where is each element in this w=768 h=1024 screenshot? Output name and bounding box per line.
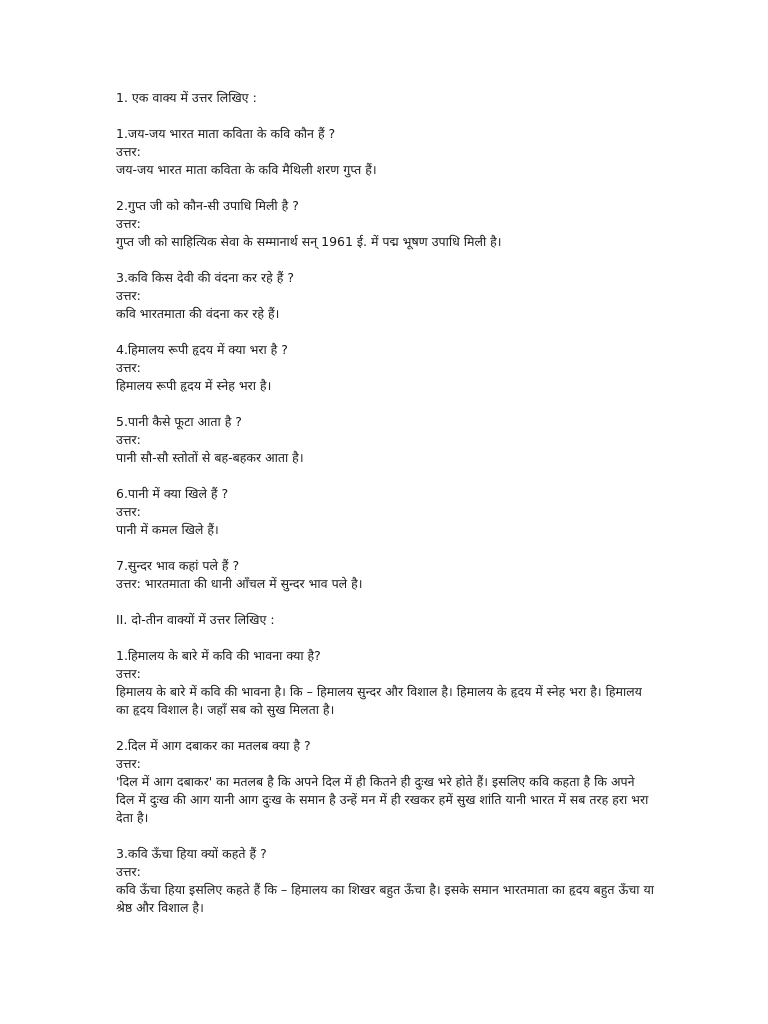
answer-label: उत्तर: xyxy=(116,666,141,681)
question: 7.सुन्दर भाव कहां पले हैं ? xyxy=(116,558,240,573)
answer: पानी सौ-सौ स्तोतों से बह-बहकर आता है। xyxy=(116,450,304,465)
qa-item-1-1 xyxy=(116,125,656,179)
question: 4.हिमालय रूपी हृदय में क्या भरा है ? xyxy=(116,342,288,357)
answer-label: उत्तर: xyxy=(116,864,141,879)
question: 3.कवि किस देवी की वंदना कर रहे हैं ? xyxy=(116,270,294,285)
answer: हिमालय रूपी हृदय में स्नेह भरा है। xyxy=(116,378,272,393)
answer: जय-जय भारत माता कविता के कवि मैथिली शरण गुप्त हैं। xyxy=(116,162,377,177)
section-2-heading: II. दो-तीन वाक्यों में उत्तर लिखिए : xyxy=(116,612,275,627)
qa-item-1-7 xyxy=(116,557,656,593)
answer: कवि ऊँचा हिया इसलिए कहते हैं कि – हिमालय का शिखर बहुत ऊँचा है। इसके समान भारतमाता का हृदय बहुत ऊँचा या श्रेष्ठ और विशाल है। xyxy=(116,882,654,915)
answer-label: उत्तर: xyxy=(116,576,141,591)
qa-item-1-3 xyxy=(116,269,656,323)
question: 3.कवि ऊँचा हिया क्यों कहते हैं ? xyxy=(116,846,267,861)
answer-label: उत्तर: xyxy=(116,432,141,447)
qa-item-1-2 xyxy=(116,197,656,251)
answer-label: उत्तर: xyxy=(116,216,141,231)
answer: हिमालय के बारे में कवि की भावना है। कि – हिमालय सुन्दर और विशाल है। हिमालय के हृदय में स्नेह भरा है। हिमालय का हृदय विशाल है। जहाँ सब को सुख मिलता है। xyxy=(116,684,642,717)
question: 2.गुप्त जी को कौन-सी उपाधि मिली है ? xyxy=(116,198,299,213)
answer-label: उत्तर: xyxy=(116,360,141,375)
document-page xyxy=(116,89,656,935)
answer-label: उत्तर: xyxy=(116,288,141,303)
answer-label: उत्तर: xyxy=(116,756,141,771)
question: 5.पानी कैसे फूटा आता है ? xyxy=(116,414,242,429)
answer: कवि भारतमाता की वंदना कर रहे हैं। xyxy=(116,306,280,321)
answer: पानी में कमल खिले हैं। xyxy=(116,522,219,537)
answer-inline xyxy=(116,575,656,593)
question: 1.हिमालय के बारे में कवि की भावना क्या है? xyxy=(116,648,321,663)
qa-item-2-2 xyxy=(116,737,656,827)
question: 2.दिल में आग दबाकर का मतलब क्या है ? xyxy=(116,738,311,753)
qa-item-1-5 xyxy=(116,413,656,467)
qa-item-1-4 xyxy=(116,341,656,395)
qa-item-1-6 xyxy=(116,485,656,539)
answer-label: उत्तर: xyxy=(116,504,141,519)
qa-item-2-3 xyxy=(116,845,656,917)
section-1-heading: 1. एक वाक्य में उत्तर लिखिए : xyxy=(116,90,257,105)
question: 1.जय-जय भारत माता कविता के कवि कौन हैं ? xyxy=(116,126,336,141)
answer-label: उत्तर: xyxy=(116,144,141,159)
qa-item-2-1 xyxy=(116,647,656,719)
answer: भारतमाता की धानी आँचल में सुन्दर भाव पले है। xyxy=(144,576,363,591)
question: 6.पानी में क्या खिले हैं ? xyxy=(116,486,229,501)
answer: 'दिल में आग दबाकर' का मतलब है कि अपने दिल में ही कितने ही दुःख भरे होते हैं। इसलिए कवि कहता है कि अपने दिल में दुःख की आग यानी आग दुःख के समान है उन्हें मन में ही रखकर हमें सुख शांति यानी भारत में सब तरह हरा भरा देता है। xyxy=(116,774,649,825)
answer: गुप्त जी को साहित्यिक सेवा के सम्मानार्थ सन् 1961 ई. में पद्म भूषण उपाधि मिली है। xyxy=(116,234,502,249)
